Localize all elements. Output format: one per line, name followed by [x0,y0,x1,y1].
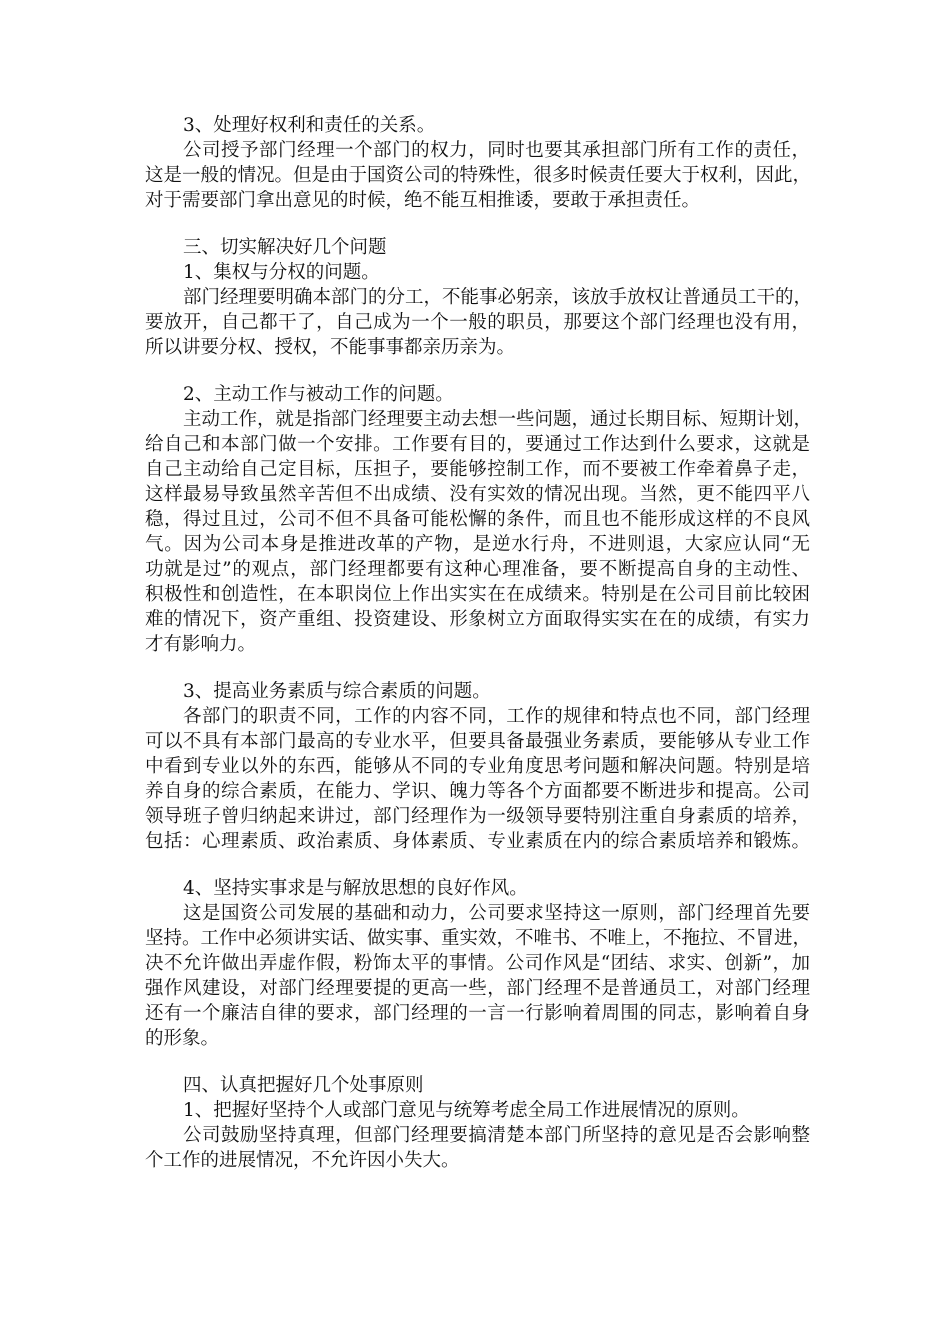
section-spacer [145,360,810,382]
paragraph-line: 中看到专业以外的东西，能够从不同的专业角度思考问题和解决问题。特别是培 [145,756,810,777]
paragraph-line: 对于需要部门拿出意见的时候，绝不能互相推诿，要敢于承担责任。 [145,190,701,211]
paragraph-line: 领导班子曾归纳起来讲过，部门经理作为一级领导要特别注重自身素质的培养， [145,806,810,827]
section-spacer [145,657,810,679]
paragraph-line: 气。因为公司本身是推进改革的产物，是逆水行舟，不进则退，大家应认同“无 [145,534,810,555]
paragraph-line: 决不允许做出弄虚作假，粉饰太平的事情。公司作风是“团结、求实、创新”，加 [145,953,810,974]
paragraph-line: 这是国资公司发展的基础和动力，公司要求坚持这一原则，部门经理首先要 [183,903,810,924]
paragraph-line: 公司鼓励坚持真理，但部门经理要搞清楚本部门所坚持的意见是否会影响整 [183,1125,810,1146]
section-spacer [145,1051,810,1073]
document-section [145,235,813,360]
paragraph-line: 强作风建设，对部门经理要提的更高一些，部门经理不是普通员工，对部门经理 [145,978,810,999]
section-heading-line: 2、主动工作与被动工作的问题。 [183,384,454,405]
paragraph-line: 所以讲要分权、授权，不能事事都亲历亲为。 [145,337,516,358]
paragraph-line: 各部门的职责不同，工作的内容不同，工作的规律和特点也不同，部门经理 [183,706,810,727]
document-section [145,679,810,854]
paragraph-line: 部门经理要明确本部门的分工，不能事必躬亲，该放手放权让普通员工干的， [183,287,813,308]
paragraph-line: 的形象。 [145,1028,220,1049]
paragraph-line: 可以不具有本部门最高的专业水平，但要具备最强业务素质，要能够从专业工作 [145,731,810,752]
section-heading-line: 1、把握好坚持个人或部门意见与统筹考虑全局工作进展情况的原则。 [183,1100,750,1121]
paragraph-line: 个工作的进展情况，不允许因小失大。 [145,1150,460,1171]
paragraph-line: 自己主动给自己定目标，压担子，要能够控制工作，而不要被工作牵着鼻子走， [145,459,810,480]
document-section [145,1073,810,1173]
paragraph-line: 公司授予部门经理一个部门的权力，同时也要其承担部门所有工作的责任， [183,140,810,161]
section-heading-line: 4、坚持实事求是与解放思想的良好作风。 [183,878,528,899]
section-heading-line: 3、处理好权利和责任的关系。 [183,115,436,136]
paragraph-line: 这是一般的情况。但是由于国资公司的特殊性，很多时候责任要大于权利，因此， [145,165,812,186]
section-heading-line: 3、提高业务素质与综合素质的问题。 [183,681,491,702]
paragraph-line: 这样最易导致虽然辛苦但不出成绩、没有实效的情况出现。当然，更不能四平八 [145,484,810,505]
section-spacer [145,213,810,235]
paragraph-line: 包括：心理素质、政治素质、身体素质、专业素质在内的综合素质培养和锻炼。 [145,831,810,852]
paragraph-line: 给自己和本部门做一个安排。工作要有目的，要通过工作达到什么要求，这就是 [145,434,810,455]
paragraph-line: 积极性和创造性，在本职岗位上作出实实在在成绩来。特别是在公司目前比较困 [145,584,810,605]
document-section [145,382,813,657]
paragraph-line: 功就是过”的观点，部门经理都要有这种心理准备，要不断提高自身的主动性、 [145,559,810,580]
section-spacer [145,854,810,876]
document-section [145,876,810,1051]
paragraph-line: 养自身的综合素质，在能力、学识、魄力等各个方面都要不断进步和提高。公司 [145,781,810,802]
section-heading-line: 四、认真把握好几个处事原则 [183,1075,424,1096]
section-heading-line: 三、切实解决好几个问题 [183,237,387,258]
paragraph-line: 还有一个廉洁自律的要求，部门经理的一言一行影响着周围的同志，影响着自身 [145,1003,810,1024]
document-section [145,113,810,213]
paragraph-line: 主动工作，就是指部门经理要主动去想一些问题，通过长期目标、短期计划， [183,409,813,430]
paragraph-line: 稳，得过且过，公司不但不具备可能松懈的条件，而且也不能形成这样的不良风 [145,509,810,530]
paragraph-line: 要放开，自己都干了，自己成为一个一般的职员，那要这个部门经理也没有用， [145,312,810,333]
paragraph-line: 坚持。工作中必须讲实话、做实事、重实效，不唯书、不唯上，不拖拉、不冒进， [145,928,812,949]
paragraph-line: 难的情况下，资产重组、投资建设、形象树立方面取得实实在在的成绩，有实力 [145,609,810,630]
document-body [145,113,813,1173]
paragraph-line: 才有影响力。 [145,634,257,655]
section-heading-line: 1、集权与分权的问题。 [183,262,380,283]
